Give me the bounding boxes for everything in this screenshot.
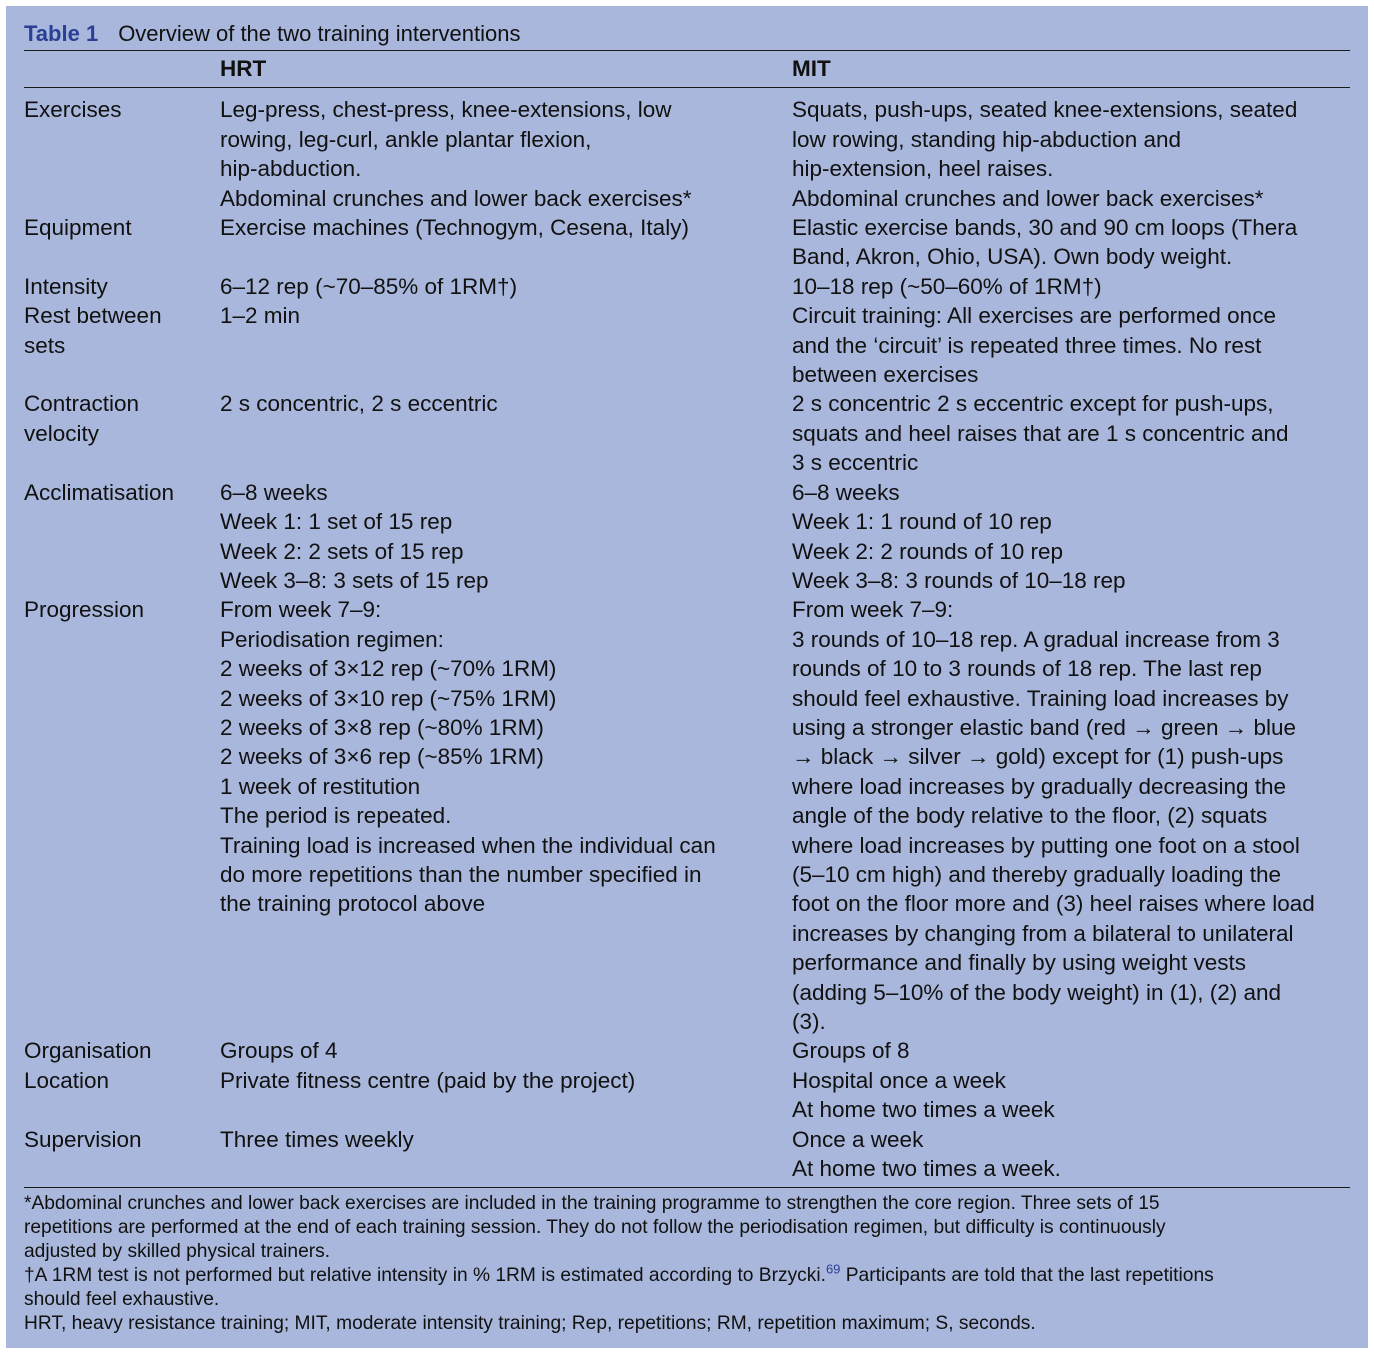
table-row [24, 478, 1350, 596]
table-header-row [24, 51, 1350, 88]
cell-line: Week 3–8: 3 sets of 15 rep [220, 567, 489, 593]
table-row [24, 595, 1350, 1036]
cell-line: 2 weeks of 3×10 rep (~75% 1RM) [220, 685, 557, 711]
mit-cell [792, 389, 1350, 477]
cell-line: The period is repeated. [220, 803, 452, 829]
header-blank [24, 51, 220, 88]
cell-line: Once a week [792, 1126, 924, 1152]
cell-line: Week 1: 1 set of 15 rep [220, 509, 453, 535]
cell-line: foot on the floor more and (3) heel raises where load [792, 891, 1315, 917]
cell-line: Rest between [24, 303, 162, 329]
footnote-line: repetitions are performed at the end of each training session. They do not follow the periodisation regimen, but difficulty is continuously [24, 1217, 1166, 1239]
mit-cell [792, 272, 1350, 301]
mit-cell [792, 88, 1350, 213]
cell-line: Abdominal crunches and lower back exercises* [792, 185, 1264, 211]
row-label-cell [24, 478, 220, 596]
mit-cell [792, 595, 1350, 1036]
cell-line: do more repetitions than the number specified in [220, 861, 702, 887]
cell-line: Exercise machines (Technogym, Cesena, Italy) [220, 215, 689, 241]
cell-line: → black → silver → gold) except for (1) push-ups [792, 744, 1284, 770]
row-label-cell [24, 1125, 220, 1188]
footnote-line: HRT, heavy resistance training; MIT, moderate intensity training; Rep, repetitions; RM, repetition maximum; S, seconds. [24, 1313, 1036, 1335]
mit-cell [792, 1036, 1350, 1065]
header-mit: MIT [792, 51, 1350, 88]
cell-line: between exercises [792, 362, 979, 388]
cell-line: 2 weeks of 3×6 rep (~85% 1RM) [220, 744, 544, 770]
cell-line: Week 1: 1 round of 10 rep [792, 509, 1052, 535]
cell-line: At home two times a week [792, 1097, 1055, 1123]
table-row [24, 272, 1350, 301]
cell-line: Week 2: 2 sets of 15 rep [220, 538, 464, 564]
row-label-cell [24, 1036, 220, 1065]
header-hrt: HRT [220, 51, 792, 88]
cell-line: 1 week of restitution [220, 773, 421, 799]
hrt-cell [220, 1036, 792, 1065]
cell-line: rowing, leg-curl, ankle plantar flexion, [220, 126, 592, 152]
cell-line: Acclimatisation [24, 479, 175, 505]
table-row [24, 389, 1350, 477]
cell-line: hip-extension, heel raises. [792, 156, 1054, 182]
footnote-line [24, 1264, 1350, 1288]
cell-line: Circuit training: All exercises are performed once [792, 303, 1276, 329]
hrt-cell [220, 1066, 792, 1125]
row-label-cell [24, 595, 220, 1036]
cell-line: Equipment [24, 215, 132, 241]
cell-line: 6–8 weeks [220, 479, 328, 505]
row-label-cell [24, 272, 220, 301]
hrt-cell [220, 1125, 792, 1188]
cell-line: 3 rounds of 10–18 rep. A gradual increase from 3 [792, 626, 1280, 652]
mit-cell [792, 213, 1350, 272]
table-caption [24, 20, 1350, 50]
cell-line: 3 s eccentric [792, 450, 919, 476]
cell-line: Intensity [24, 273, 108, 299]
table-body [24, 88, 1350, 1188]
mit-cell [792, 1066, 1350, 1125]
table-footnotes [24, 1187, 1350, 1336]
hrt-cell [220, 389, 792, 477]
cell-line: Progression [24, 597, 145, 623]
cell-line: performance and finally by using weight vests [792, 950, 1246, 976]
cell-line: Three times weekly [220, 1126, 414, 1152]
table-label: Table 1 [24, 21, 99, 46]
cell-line: Organisation [24, 1038, 152, 1064]
row-label-cell [24, 389, 220, 477]
hrt-cell [220, 88, 792, 213]
cell-line: Elastic exercise bands, 30 and 90 cm loops (Thera [792, 215, 1298, 241]
cell-line: Abdominal crunches and lower back exercises* [220, 185, 692, 211]
table-row [24, 213, 1350, 272]
footnote-text: †A 1RM test is not performed but relative intensity in % 1RM is estimated according to Brzycki. [24, 1265, 826, 1287]
cell-line: Band, Akron, Ohio, USA). Own body weight. [792, 244, 1233, 270]
footnote-core-exercises [24, 1192, 1350, 1264]
mit-cell [792, 1125, 1350, 1188]
table-title: Overview of the two training interventions [118, 21, 521, 46]
hrt-cell [220, 301, 792, 389]
footnote-1rm [24, 1264, 1350, 1312]
cell-line: Periodisation regimen: [220, 626, 444, 652]
cell-line: Private fitness centre (paid by the project) [220, 1067, 636, 1093]
cell-line: velocity [24, 420, 100, 446]
row-label-cell [24, 1066, 220, 1125]
cell-line: 6–12 rep (~70–85% of 1RM†) [220, 273, 518, 299]
cell-line: 10–18 rep (~50–60% of 1RM†) [792, 273, 1102, 299]
hrt-cell [220, 272, 792, 301]
table-row [24, 1036, 1350, 1065]
cell-line: where load increases by putting one foot on a stool [792, 832, 1300, 858]
cell-line: sets [24, 332, 66, 358]
footnote-line: adjusted by skilled physical trainers. [24, 1241, 331, 1263]
cell-line: From week 7–9: [792, 597, 954, 623]
table-row [24, 88, 1350, 213]
cell-line: 1–2 min [220, 303, 301, 329]
cell-line: 2 weeks of 3×8 rep (~80% 1RM) [220, 714, 544, 740]
cell-line: Leg-press, chest-press, knee-extensions, low [220, 97, 672, 123]
cell-line: squats and heel raises that are 1 s concentric and [792, 420, 1289, 446]
table-row [24, 1066, 1350, 1125]
cell-line: Location [24, 1067, 110, 1093]
cell-line: (adding 5–10% of the body weight) in (1), (2) and [792, 979, 1282, 1005]
footnote-text: Participants are told that the last repetitions [840, 1265, 1214, 1287]
cell-line: Week 2: 2 rounds of 10 rep [792, 538, 1063, 564]
cell-line: Exercises [24, 97, 122, 123]
cell-line: should feel exhaustive. Training load increases by [792, 685, 1289, 711]
hrt-cell [220, 213, 792, 272]
cell-line: Hospital once a week [792, 1067, 1006, 1093]
cell-line: At home two times a week. [792, 1156, 1061, 1182]
cell-line: Groups of 4 [220, 1038, 338, 1064]
cell-line: (3). [792, 1009, 826, 1034]
row-label-cell [24, 213, 220, 272]
cell-line: Supervision [24, 1126, 142, 1152]
hrt-cell [220, 478, 792, 596]
cell-line: (5–10 cm high) and thereby gradually loading the [792, 861, 1282, 887]
cell-line: the training protocol above [220, 891, 486, 917]
table-panel [6, 6, 1368, 1348]
footnote-line: *Abdominal crunches and lower back exercises are included in the training programme to strengthen the core region. Three sets of 15 [24, 1193, 1160, 1215]
row-label-cell [24, 88, 220, 213]
cell-line: angle of the body relative to the floor, (2) squats [792, 803, 1268, 829]
footnote-abbreviations [24, 1312, 1350, 1336]
cell-line: 2 s concentric 2 s eccentric except for push-ups, [792, 391, 1274, 417]
training-table [24, 51, 1350, 1187]
mit-cell [792, 301, 1350, 389]
cell-line: Groups of 8 [792, 1038, 910, 1064]
cell-line: low rowing, standing hip-abduction and [792, 126, 1182, 152]
cell-line: increases by changing from a bilateral to unilateral [792, 920, 1294, 946]
cell-line: Training load is increased when the individual can [220, 832, 716, 858]
reference-link[interactable]: 69 [825, 1262, 841, 1278]
mit-cell [792, 478, 1350, 596]
cell-line: Contraction [24, 391, 140, 417]
cell-line: where load increases by gradually decreasing the [792, 773, 1287, 799]
table-row [24, 301, 1350, 389]
hrt-cell [220, 595, 792, 1036]
cell-line: From week 7–9: [220, 597, 382, 623]
cell-line: Squats, push-ups, seated knee-extensions, seated [792, 97, 1298, 123]
footnote-line: should feel exhaustive. [24, 1289, 220, 1311]
cell-line: using a stronger elastic band (red → green → blue [792, 714, 1297, 740]
cell-line: hip-abduction. [220, 156, 362, 182]
row-label-cell [24, 301, 220, 389]
table-row [24, 1125, 1350, 1188]
cell-line: Week 3–8: 3 rounds of 10–18 rep [792, 567, 1126, 593]
cell-line: 2 s concentric, 2 s eccentric [220, 391, 498, 417]
cell-line: 6–8 weeks [792, 479, 900, 505]
cell-line: rounds of 10 to 3 rounds of 18 rep. The last rep [792, 656, 1262, 682]
cell-line: and the ‘circuit’ is repeated three times. No rest [792, 332, 1262, 358]
cell-line: 2 weeks of 3×12 rep (~70% 1RM) [220, 656, 557, 682]
